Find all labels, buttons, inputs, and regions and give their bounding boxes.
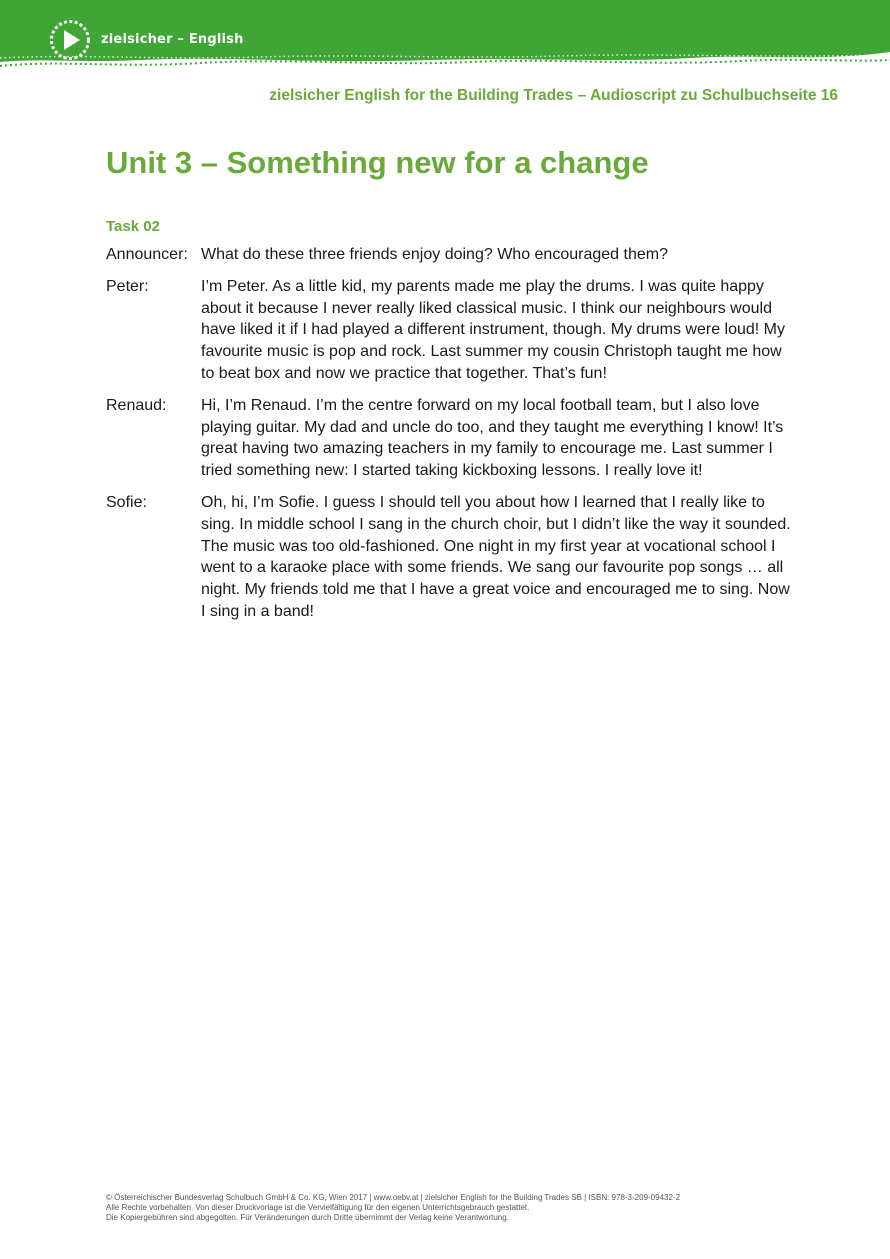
footer-line: Die Kopiergebühren sind abgegolten. Für Veränderungen durch Dritte übernimmt der Verlag keine Verantwortung. [106, 1213, 509, 1222]
page-title: Unit 3 – Something new for a change [106, 145, 649, 180]
speech-text: I’m Peter. As a little kid, my parents made me play the drums. I was quite happy about it because I never really liked classical music. I think our neighbours would have liked it if I had played a different instrument, though. My drums were loud! My favourite music is pop and rock. Last summer my cousin Christoph taught me how to beat box and now we practice that together. That’s fun! [201, 277, 785, 382]
play-logo-icon [49, 19, 91, 61]
transcript-turn-sofie [106, 492, 796, 623]
speech-text: Hi, I’m Renaud. I’m the centre forward on my local football team, but I also love playing guitar. My dad and uncle do too, and they taught me everything I know! It’s great having two amazing teachers in my family to encourage me. Last summer I tried something new: I started taking kickboxing lessons. I really love it! [201, 396, 784, 480]
transcript-turn-announcer [106, 244, 796, 266]
transcript [106, 244, 796, 633]
brand-name: zielsicher – English [101, 32, 244, 47]
speaker-label: Renaud: [106, 396, 167, 414]
speaker-label: Peter: [106, 277, 149, 295]
footer-line: © Österreichischer Bundesverlag Schulbuch GmbH & Co. KG, Wien 2017 | www.oebv.at | zielsicher English for the Building Trades SB | ISBN: 978-3-209-09432-2 [106, 1193, 681, 1202]
transcript-turn-renaud [106, 395, 796, 482]
footer-line: Alle Rechte vorbehalten. Von dieser Druckvorlage ist die Vervielfältigung für den eigenen Unterrichtsgebrauch gestattet. [106, 1203, 530, 1212]
speech-text: What do these three friends enjoy doing? Who encouraged them? [201, 246, 668, 263]
speaker-label: Sofie: [106, 493, 147, 511]
speaker-label: Announcer: [106, 246, 188, 263]
task-label: Task 02 [106, 218, 160, 235]
copyright-footer [106, 1193, 806, 1223]
transcript-turn-peter [106, 276, 796, 385]
running-head: zielsicher English for the Building Trades – Audioscript zu Schulbuchseite 16 [269, 87, 838, 104]
speech-text: Oh, hi, I’m Sofie. I guess I should tell you about how I learned that I really like to sing. In middle school I sang in the church choir, but I didn’t like the way it sounded. The music was too old-fashioned. One night in my first year at vocational school I went to a karaoke place with some friends. We sang our favourite pop songs … all night. My friends told me that I have a great voice and encouraged me to sing. Now I sing in a band! [201, 493, 791, 620]
